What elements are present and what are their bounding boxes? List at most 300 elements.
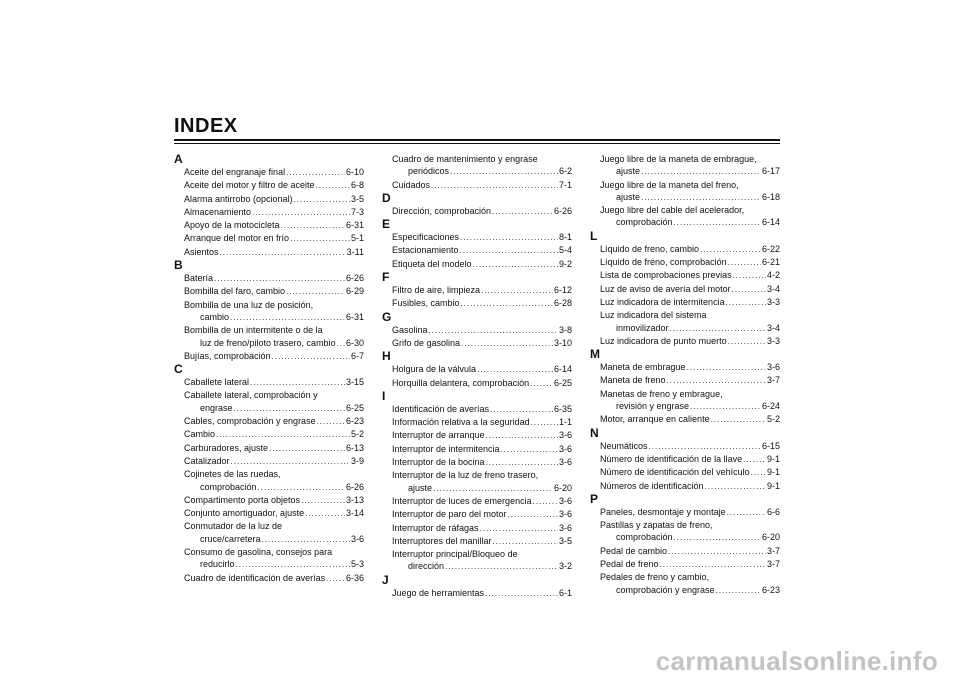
index-entry-line — [184, 219, 364, 232]
index-entry-text: Interruptor de ráfagas — [392, 522, 479, 533]
index-entry-text: Cables, comprobación y engrase — [184, 416, 316, 427]
index-entry-text: Líquido de freno, cambio — [600, 243, 700, 254]
index-page-ref: 3-7 — [766, 545, 780, 556]
index-entry-line — [600, 466, 780, 479]
index-entry-text: Luz de aviso de avería del motor — [600, 283, 731, 294]
index-entry-line — [184, 533, 364, 546]
index-entry — [382, 297, 572, 310]
dot-leader — [533, 496, 558, 508]
index-page-ref: 6-15 — [761, 440, 780, 451]
dot-leader — [272, 351, 350, 363]
index-entry — [174, 468, 364, 494]
index-entry — [382, 258, 572, 271]
index-entry-line — [392, 456, 572, 469]
index-entry-text: Interruptor de luces de emergencia — [392, 495, 532, 506]
index-entry-text: Motor, arranque en caliente — [600, 414, 710, 425]
index-entry-text: Cojinetes de las ruedas, — [184, 469, 281, 480]
index-letter-heading: E — [382, 217, 391, 232]
index-entry — [590, 571, 780, 597]
index-entry — [590, 269, 780, 282]
index-page-ref: 6-6 — [766, 506, 780, 517]
index-entry-text: inmovilizador — [616, 322, 669, 333]
index-entry-line — [600, 440, 780, 453]
index-column-2 — [382, 153, 572, 600]
index-entry — [174, 179, 364, 192]
dot-leader — [751, 467, 766, 479]
title-rule-thin — [174, 143, 780, 144]
index-page-ref: 6-14 — [761, 217, 780, 228]
index-entry-text: Bombilla del faro, cambio — [184, 286, 286, 297]
dot-leader — [508, 509, 558, 521]
index-entry-line — [600, 335, 780, 348]
index-entry-line — [392, 535, 572, 548]
dot-leader — [477, 364, 553, 376]
index-entry-text: Maneta de embrague — [600, 362, 686, 373]
index-entry — [382, 324, 572, 337]
index-entry-text: Identificación de averías — [392, 403, 490, 414]
dot-leader — [433, 483, 553, 495]
index-entry-text: cruce/carretera — [200, 533, 261, 544]
index-entry-line — [600, 322, 780, 335]
index-page-ref: 6-20 — [761, 532, 780, 543]
index-entry-line — [392, 297, 572, 310]
dot-leader — [214, 273, 345, 285]
index-page-ref: 3-6 — [558, 495, 572, 506]
index-page-ref: 3-7 — [766, 559, 780, 570]
index-entry — [382, 456, 572, 469]
dot-leader — [250, 377, 345, 389]
page-title: INDEX — [174, 115, 238, 137]
index-page-ref: 5-4 — [558, 245, 572, 256]
index-entry-line — [392, 231, 572, 244]
index-entry — [590, 413, 780, 426]
index-entry-text: comprobación — [616, 532, 673, 543]
index-entry-line — [392, 403, 572, 416]
index-entry-line — [184, 494, 364, 507]
index-entry — [174, 520, 364, 546]
index-entry-line — [184, 428, 364, 441]
dot-leader — [258, 482, 345, 494]
index-entry-text: Cuadro de mantenimiento y engrase — [392, 154, 538, 164]
index-page-ref: 3-5 — [350, 193, 364, 204]
index-entry — [382, 337, 572, 350]
title-rule-thick — [174, 139, 780, 141]
index-entry-line — [184, 206, 364, 219]
dot-leader — [700, 244, 761, 256]
index-entry — [590, 309, 780, 335]
index-entry-text: Aceite del engranaje final — [184, 167, 286, 177]
index-entry — [590, 296, 780, 309]
index-entry-line — [184, 232, 364, 245]
index-entry-line — [392, 508, 572, 521]
index-page-ref: 6-24 — [761, 401, 780, 412]
index-entry-line — [392, 587, 572, 600]
index-page-ref: 4-2 — [766, 270, 780, 281]
index-entry — [590, 335, 780, 348]
dot-leader — [711, 414, 766, 426]
index-entry-line — [184, 402, 364, 415]
dot-leader — [649, 441, 761, 453]
index-entry-line — [392, 377, 572, 390]
index-page-ref: 7-3 — [350, 206, 364, 217]
dot-leader — [743, 454, 766, 466]
index-entry-text: Asientos — [184, 246, 219, 257]
index-entry-text: Pedal de cambio — [600, 545, 668, 556]
index-entry — [590, 256, 780, 269]
index-entry-line — [184, 376, 364, 389]
index-entry-text: Cambio — [184, 429, 216, 440]
index-entry — [382, 508, 572, 521]
index-entry-line — [184, 179, 364, 192]
index-entry-line — [184, 455, 364, 468]
index-entry — [382, 587, 572, 600]
index-entry-text: Números de identificación — [600, 480, 704, 491]
dot-leader — [461, 338, 553, 350]
index-entry-line — [392, 284, 572, 297]
dot-leader — [674, 217, 761, 229]
index-entry-text: Lista de comprobaciones previas — [600, 270, 732, 281]
index-entry-text: Interruptor de la luz de freno trasero, — [392, 470, 539, 481]
index-entry-line — [184, 246, 364, 259]
index-page-ref: 6-29 — [345, 286, 364, 297]
index-page-ref: 6-26 — [553, 205, 572, 216]
index-entry — [174, 232, 364, 245]
index-entry-text: Interruptor principal/Bloqueo de — [392, 549, 518, 560]
dot-leader — [716, 585, 761, 597]
index-entry-line — [392, 337, 572, 350]
index-entry-text: Interruptores del manillar — [392, 535, 492, 546]
index-page-ref: 3-9 — [350, 455, 364, 466]
index-entry — [382, 363, 572, 376]
index-page-ref: 3-6 — [558, 522, 572, 533]
index-entry — [382, 469, 572, 495]
index-entry-text: Conjunto amortiguador, ajuste — [184, 508, 305, 519]
index-entry — [174, 219, 364, 232]
dot-leader — [231, 456, 350, 468]
dot-leader — [726, 297, 766, 309]
index-column-1 — [174, 153, 364, 585]
index-column-3 — [590, 153, 780, 597]
dot-leader — [216, 429, 350, 441]
index-entry-text: Luz indicadora del sistema — [600, 310, 707, 321]
index-entry-line — [392, 522, 572, 535]
index-letter-heading: A — [174, 152, 183, 166]
index-entry-text: Gasolina — [392, 324, 428, 335]
index-entry-text: Grifo de gasolina — [392, 337, 461, 348]
index-entry — [174, 376, 364, 389]
index-entry-line — [392, 416, 572, 429]
index-entry-text: Interruptor de intermitencia — [392, 443, 500, 454]
index-page-ref: 3-6 — [766, 362, 780, 373]
dot-leader — [732, 284, 766, 296]
dot-leader — [728, 336, 766, 348]
dot-leader — [234, 403, 345, 415]
index-entry — [174, 350, 364, 363]
index-page-ref: 3-3 — [766, 296, 780, 307]
dot-leader — [727, 507, 766, 519]
index-page-ref: 6-20 — [553, 482, 572, 493]
index-entry-line — [392, 363, 572, 376]
index-entry — [590, 506, 780, 519]
index-entry — [174, 546, 364, 572]
index-entry — [174, 324, 364, 350]
index-entry-text: comprobación — [616, 217, 673, 228]
dot-leader — [641, 192, 761, 204]
index-page-ref: 6-35 — [553, 403, 572, 414]
index-page-ref: 3-13 — [345, 494, 364, 505]
index-page-ref: 3-6 — [350, 533, 364, 544]
index-entry-text: Cuadro de identificación de averías — [184, 572, 326, 583]
index-entry — [174, 415, 364, 428]
dot-leader — [450, 166, 558, 178]
index-entry-line — [184, 507, 364, 520]
index-entry-text: Compartimento porta objetos — [184, 494, 301, 505]
index-entry-text: luz de freno/piloto trasero, cambio — [200, 337, 336, 348]
index-entry-text: Holgura de la válvula — [392, 364, 477, 375]
dot-leader — [485, 588, 558, 600]
index-entry-line — [392, 324, 572, 337]
dot-leader — [490, 404, 553, 416]
dot-leader — [641, 166, 761, 178]
index-entry-text: Catalizador — [184, 455, 230, 466]
index-entry-text: Carburadores, ajuste — [184, 442, 269, 453]
dot-leader — [486, 430, 558, 442]
index-entry-text: Aceite del motor y filtro de aceite — [184, 180, 315, 191]
index-page-ref: 3-10 — [553, 337, 572, 348]
dot-leader — [236, 559, 350, 571]
index-page-ref: 7-1 — [558, 179, 572, 190]
index-entry-line — [184, 337, 364, 350]
index-entry-line — [184, 166, 364, 179]
dot-leader — [281, 220, 345, 232]
index-entry — [382, 403, 572, 416]
dot-leader — [305, 508, 345, 520]
index-entry-text: Neumáticos — [600, 440, 648, 451]
index-entry — [590, 388, 780, 414]
index-entry-text: Especificaciones — [392, 232, 460, 243]
dot-leader — [473, 259, 558, 271]
index-entry-text: Juego libre de la maneta de embrague, — [600, 154, 757, 164]
index-entry-text: ajuste — [616, 166, 641, 177]
index-entry-text: Fusibles, cambio — [392, 298, 460, 309]
index-entry-line — [184, 442, 364, 455]
dot-leader — [667, 375, 766, 387]
index-page-ref: 3-6 — [558, 443, 572, 454]
index-page-ref: 6-2 — [558, 166, 572, 177]
index-entry — [382, 284, 572, 297]
index-entry-line — [600, 216, 780, 229]
index-entry-line — [392, 429, 572, 442]
index-entry — [382, 429, 572, 442]
index-entry-text: Número de identificación de la llave — [600, 453, 743, 464]
index-page-ref: 9-1 — [766, 453, 780, 464]
index-page-ref: 6-25 — [553, 377, 572, 388]
index-entry — [174, 572, 364, 585]
index-page-ref: 3-11 — [346, 246, 364, 257]
index-page-ref: 6-30 — [345, 337, 364, 348]
index-entry-text: comprobación y engrase — [616, 584, 715, 595]
index-entry-line — [184, 415, 364, 428]
index-page-ref: 6-26 — [345, 481, 364, 492]
index-page-ref: 3-4 — [766, 283, 780, 294]
index-entry — [382, 377, 572, 390]
index-entry-text: dirección — [408, 561, 445, 572]
index-entry — [174, 272, 364, 285]
index-entry-text: Horquilla delantera, comprobación — [392, 377, 530, 388]
index-entry — [590, 440, 780, 453]
index-entry-text: Conmutador de la luz de — [184, 521, 283, 532]
index-letter-heading: N — [590, 425, 599, 440]
index-entry-line — [184, 272, 364, 285]
index-entry-line — [392, 179, 572, 192]
dot-leader — [674, 532, 761, 544]
index-page-ref: 6-17 — [761, 166, 780, 177]
index-entry — [382, 443, 572, 456]
dot-leader — [262, 534, 350, 546]
dot-leader — [486, 457, 558, 469]
index-entry-line — [392, 165, 572, 178]
index-entry-line — [600, 374, 780, 387]
dot-leader — [531, 417, 558, 429]
index-entry-line — [184, 193, 364, 206]
index-entry — [174, 494, 364, 507]
dot-leader — [480, 523, 558, 535]
index-entry-line — [600, 480, 780, 493]
index-page-ref: 5-2 — [350, 429, 364, 440]
index-entry-line — [600, 243, 780, 256]
dot-leader — [252, 207, 350, 219]
index-letter-heading: F — [382, 270, 390, 285]
index-entry-text: Etiqueta del modelo — [392, 258, 472, 269]
index-entry-text: Juego libre de la maneta del freno, — [600, 179, 739, 190]
index-letter-heading: I — [382, 388, 386, 403]
index-entry — [590, 519, 780, 545]
dot-leader — [326, 573, 345, 585]
index-letter-heading: P — [590, 491, 599, 506]
index-entry-text: Almacenamiento — [184, 206, 252, 217]
index-entry-line — [600, 413, 780, 426]
index-entry-line — [184, 311, 364, 324]
index-entry — [174, 455, 364, 468]
dot-leader — [530, 378, 553, 390]
index-entry-text: Interruptor de arranque — [392, 430, 485, 441]
index-entry-line — [600, 283, 780, 296]
index-entry — [382, 231, 572, 244]
index-entry — [174, 206, 364, 219]
index-page-ref: 9-1 — [766, 467, 780, 478]
index-entry-text: engrase — [200, 402, 233, 413]
index-entry — [590, 374, 780, 387]
index-entry-text: revisión y engrase — [616, 401, 690, 412]
index-entry-line — [392, 443, 572, 456]
dot-leader — [460, 232, 558, 244]
index-entry — [382, 495, 572, 508]
dot-leader — [316, 180, 350, 192]
index-page-ref: 3-3 — [766, 335, 780, 346]
dot-leader — [429, 325, 558, 337]
dot-leader — [461, 298, 553, 310]
index-entry-text: Batería — [184, 273, 214, 284]
index-page-ref: 8-1 — [558, 232, 572, 243]
index-page-ref: 6-21 — [761, 257, 780, 268]
index-page-ref: 6-8 — [350, 180, 364, 191]
index-entry — [590, 153, 780, 179]
dot-leader — [317, 416, 345, 428]
index-entry-text: Consumo de gasolina, consejos para — [184, 547, 333, 558]
index-page-ref: 3-15 — [345, 377, 364, 388]
index-page-ref: 5-3 — [350, 559, 364, 570]
index-entry-text: reducirlo — [200, 559, 235, 570]
index-entry-text: Bujías, comprobación — [184, 350, 271, 361]
index-entry-text: Paneles, desmontaje y montaje — [600, 506, 726, 517]
index-entry-text: Líquido de freno, comprobación — [600, 257, 727, 268]
index-page-ref: 6-23 — [345, 416, 364, 427]
index-page-ref: 3-6 — [558, 430, 572, 441]
index-page-ref: 6-31 — [345, 311, 364, 322]
index-entry — [590, 480, 780, 493]
index-entry-line — [392, 205, 572, 218]
index-entry-line — [184, 481, 364, 494]
index-page-ref: 3-4 — [766, 322, 780, 333]
index-entry — [174, 389, 364, 415]
index-entry — [382, 179, 572, 192]
index-entry-text: Caballete lateral — [184, 377, 250, 388]
dot-leader — [668, 546, 766, 558]
index-entry-text: Apoyo de la motocicleta — [184, 220, 280, 231]
index-entry-line — [600, 269, 780, 282]
index-entry — [174, 442, 364, 455]
index-entry-line — [600, 531, 780, 544]
dot-leader — [286, 167, 345, 179]
index-page-ref: 6-22 — [761, 243, 780, 254]
index-entry-line — [600, 256, 780, 269]
index-entry-line — [600, 191, 780, 204]
dot-leader — [660, 559, 766, 571]
dot-leader — [269, 443, 345, 455]
index-entry-line — [600, 506, 780, 519]
index-entry-text: Interruptor de paro del motor — [392, 509, 507, 520]
index-entry-text: Filtro de aire, limpieza — [392, 285, 481, 296]
index-entry — [382, 153, 572, 179]
index-page-ref: 3-7 — [766, 375, 780, 386]
index-entry-line — [600, 165, 780, 178]
index-entry-text: Juego de herramientas — [392, 587, 485, 598]
index-entry — [174, 507, 364, 520]
index-page-ref: 3-6 — [558, 457, 572, 468]
index-entry — [590, 453, 780, 466]
index-page-ref: 3-8 — [558, 324, 572, 335]
index-page-ref: 5-2 — [766, 414, 780, 425]
index-entry — [382, 205, 572, 218]
index-entry-line — [392, 560, 572, 573]
index-letter-heading: J — [382, 572, 389, 587]
index-page-ref: 6-25 — [345, 402, 364, 413]
index-entry — [382, 416, 572, 429]
index-page-ref: 3-6 — [558, 509, 572, 520]
index-entry-text: Bombilla de una luz de posición, — [184, 299, 314, 310]
index-entry-text: Cuidados — [392, 179, 431, 190]
index-page-ref: 6-1 — [558, 587, 572, 598]
index-entry-text: Número de identificación del vehículo — [600, 467, 750, 478]
index-letter-heading: G — [382, 309, 392, 324]
index-entry-line — [600, 558, 780, 571]
index-page-ref: 6-18 — [761, 191, 780, 202]
index-entry-text: Estacionamiento — [392, 245, 459, 256]
dot-leader — [445, 561, 558, 573]
index-entry-text: Alarma antirrobo (opcional) — [184, 193, 293, 204]
index-entry — [382, 535, 572, 548]
dot-leader — [431, 180, 558, 192]
